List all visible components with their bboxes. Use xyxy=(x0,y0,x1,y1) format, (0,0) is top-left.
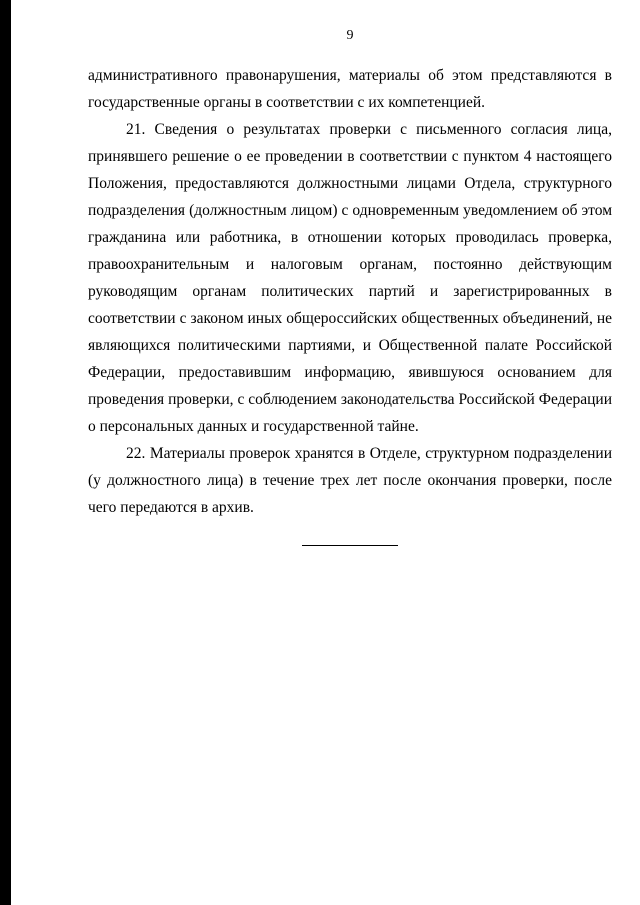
end-separator-line xyxy=(302,545,398,546)
document-body xyxy=(88,62,612,521)
paragraph-22: 22. Материалы проверок хранятся в Отделе, структурном подразделении (у должностного лица) в течение трех лет после окончания проверки, после чего передаются в архив. xyxy=(88,445,612,516)
paragraph-21: 21. Сведения о результатах проверки с письменного согласия лица, принявшего решение о ее проведении в соответствии с пунктом 4 настоящего Положения, предоставляются должностными лицами Отдела, структурного подразделения (должностным лицом) с одновременным уведомлением об этом гражданина или работника, в отношении которых проводилась проверка, правоохранительным и налоговым органам, постоянно действующим руководящим органам политических партий и зарегистрированных в соответствии с законом иных общероссийских общественных объединений, не являющихся политическими партиями, и Общественной палате Российской Федерации, предоставившим информацию, явившуюся основанием для проведения проверки, с соблюдением законодательства Российской Федерации о персональных данных и государственной тайне. xyxy=(88,121,612,435)
page-number: 9 xyxy=(346,28,354,43)
paragraph-continuation: административного правонарушения, материалы об этом представляются в государственные органы в соответствии с их компетенцией. xyxy=(88,67,612,111)
scan-left-edge xyxy=(0,0,11,905)
document-page xyxy=(88,28,612,546)
